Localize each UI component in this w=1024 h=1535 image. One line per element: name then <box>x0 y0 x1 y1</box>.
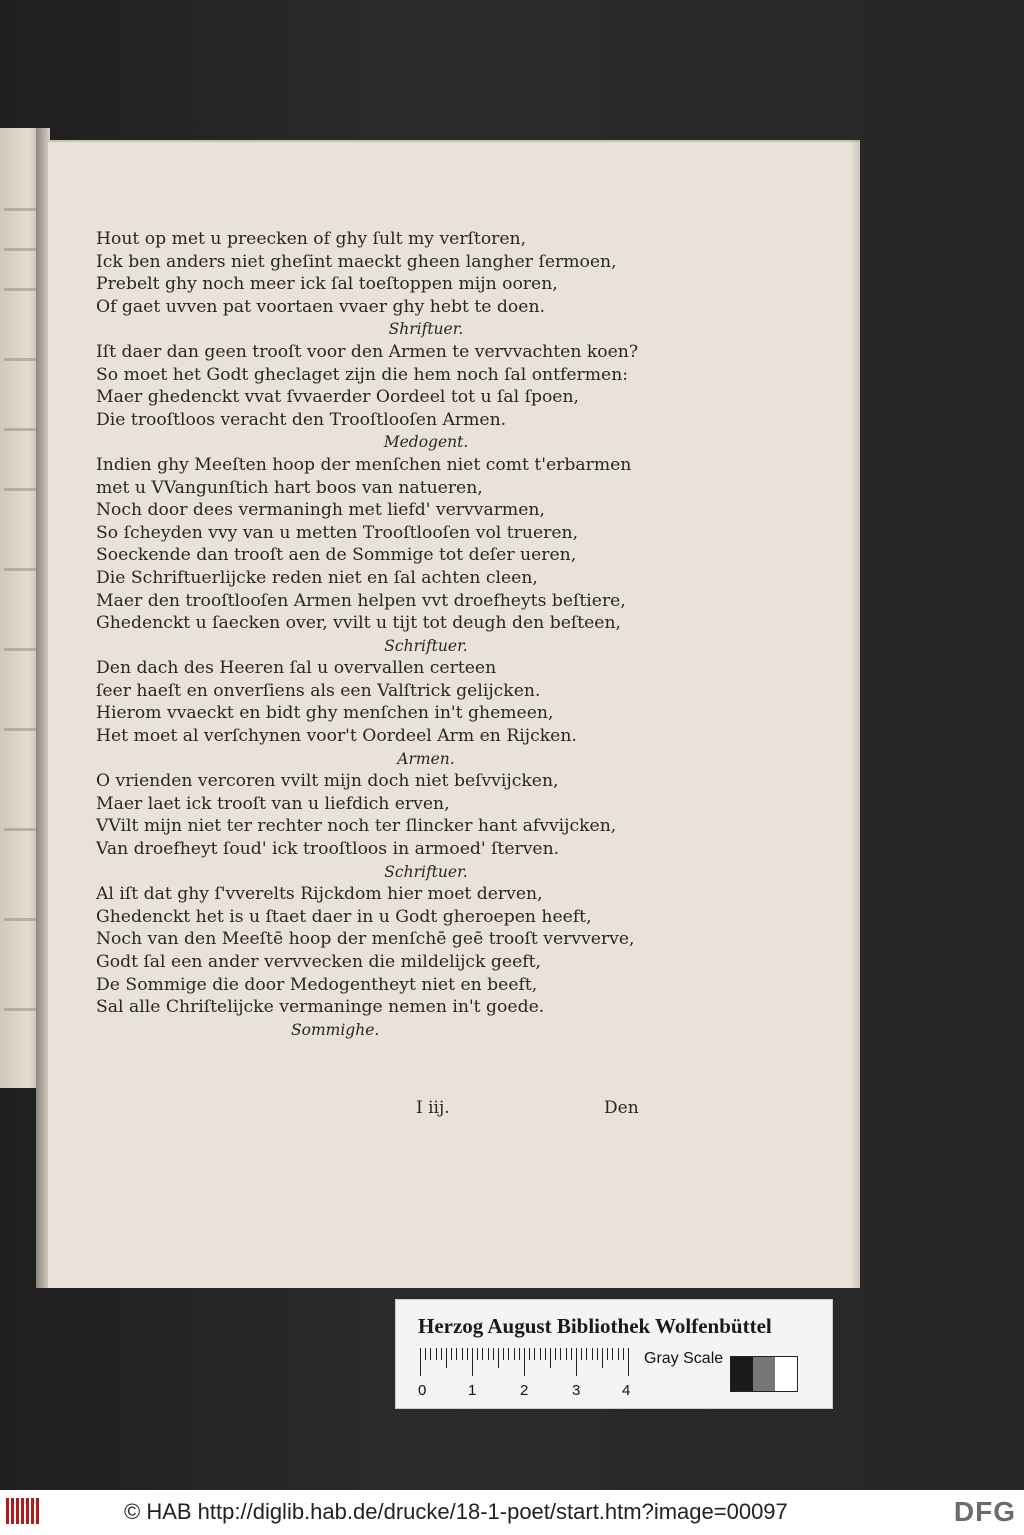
verse-line: VVilt mijn niet ter rechter noch ter ſlincker hant afvvijcken, <box>96 816 617 837</box>
page-footer <box>406 1098 646 1122</box>
page-edge-shade <box>850 140 860 1288</box>
ruler-number: 4 <box>622 1382 631 1399</box>
ruler-tick <box>456 1348 457 1360</box>
ruler-tick <box>529 1348 530 1360</box>
ruler-tick <box>514 1348 515 1360</box>
ruler-tick <box>503 1348 504 1360</box>
verse-line: Of gaet uvven pat voortaen vvaer ghy hebt te doen. <box>96 296 545 317</box>
verse-line: Het moet al verſchynen voor't Oordeel Arm en Rijcken. <box>96 726 577 747</box>
catchword: Den <box>604 1098 639 1118</box>
verse-line: Soeckende dan trooſt aen de Sommige tot deſer ueren, <box>96 545 577 566</box>
speaker-heading: Shriftuer. <box>388 320 464 339</box>
ruler-tick <box>534 1348 535 1360</box>
ruler-tick <box>446 1348 447 1368</box>
footer-bar <box>0 1490 1024 1535</box>
ruler-tick <box>451 1348 452 1360</box>
verse-line: De Sommige die door Medogentheyt niet en beeft, <box>96 974 538 995</box>
ruler-tick <box>571 1348 572 1360</box>
ruler-tick <box>467 1348 468 1360</box>
verse-line: Hout op met u preecken of ghy ſult my verſtoren, <box>96 229 527 249</box>
ruler-tick <box>550 1348 551 1368</box>
verse-line: Den dach des Heeren ſal u overvallen certeen <box>96 658 497 679</box>
ruler-tick <box>488 1348 489 1360</box>
swatch-patch <box>753 1357 775 1391</box>
verse-line: Ick ben anders niet gheſint maeckt gheen langher ſermoen, <box>96 251 617 272</box>
color-calibration-card <box>396 1300 832 1408</box>
verse-line: Hierom vvaeckt en bidt ghy menſchen in't ghemeen, <box>96 703 554 724</box>
speaker-heading: Sommighe. <box>291 1020 380 1039</box>
ruler-tick <box>607 1348 608 1360</box>
signature-mark: I iij. <box>416 1098 450 1118</box>
dfg-logo: DFG <box>953 1496 1016 1527</box>
ruler-tick <box>477 1348 478 1360</box>
speaker-heading: Medogent. <box>383 433 469 452</box>
ruler-tick <box>623 1348 624 1360</box>
verse-line: ſeer haeſt en onverſiens als een Valſtrick gelijcken. <box>96 680 541 701</box>
verse-line: Al iſt dat ghy ſ'vverelts Rijckdom hier moet derven, <box>96 884 543 905</box>
speaker-heading: Schriftuer. <box>384 636 468 655</box>
ruler-number: 0 <box>418 1382 427 1399</box>
verse-line: Maer laet ick trooſt van u liefdich erven, <box>96 793 450 814</box>
ruler-tick <box>545 1348 546 1360</box>
ruler-tick <box>612 1348 613 1360</box>
scale-ruler <box>420 1348 630 1378</box>
ruler-tick <box>586 1348 587 1360</box>
verse-line: So ſcheyden vvy van u metten Trooſtlooſen vol trueren, <box>96 522 579 543</box>
verse-line: Die Schriftuerlijcke reden niet en ſal achten cleen, <box>96 567 538 588</box>
verse-line: Die trooſtloos veracht den Trooſtlooſen Armen. <box>96 409 507 430</box>
ruler-tick <box>566 1348 567 1360</box>
ruler-tick <box>508 1348 509 1360</box>
ruler-tick <box>430 1348 431 1360</box>
verse-line: Ghedenckt u ſaecken over, vvilt u tijt tot deugh den beſteen, <box>96 613 622 634</box>
ruler-tick <box>555 1348 556 1360</box>
verse-line: Ghedenckt het is u ſtaet daer in u Godt gheroepen heeft, <box>96 906 592 927</box>
verse-line: Noch van den Meeſtē hoop der menſchē geē trooſt vervverve, <box>96 929 635 950</box>
ruler-tick <box>472 1348 473 1376</box>
ruler-tick <box>618 1348 619 1360</box>
ruler-tick <box>482 1348 483 1360</box>
ruler-tick <box>498 1348 499 1368</box>
ruler-tick <box>540 1348 541 1360</box>
verse-line: Indien ghy Meeſten hoop der menſchen niet comt t'erbarmen <box>96 454 632 475</box>
ruler-number: 2 <box>520 1382 529 1399</box>
ruler-tick <box>441 1348 442 1360</box>
verse-line: Van droefheyt ſoud' ick trooſtloos in armoed' ſterven. <box>96 839 560 860</box>
ruler-tick <box>602 1348 603 1368</box>
speaker-heading: Armen. <box>397 749 455 768</box>
ruler-tick <box>576 1348 577 1376</box>
speaker-heading: Schriftuer. <box>384 862 468 881</box>
ruler-tick <box>592 1348 593 1360</box>
ruler-tick <box>628 1348 629 1376</box>
ruler-tick <box>493 1348 494 1360</box>
verse-line: Prebelt ghy noch meer ick ſal toeſtoppen mijn ooren, <box>96 274 558 295</box>
verse-line: Iſt daer dan geen trooſt voor den Armen te vervvachten koen? <box>96 341 639 362</box>
swatch-patch <box>775 1357 797 1391</box>
verse-line: met u VVangunſtich hart boos van natueren, <box>96 477 483 498</box>
ruler-tick <box>420 1348 421 1376</box>
library-name: Herzog August Bibliothek Wolfenbüttel <box>418 1314 772 1338</box>
hab-bars-icon <box>6 1498 46 1524</box>
gray-scale-swatch <box>730 1356 798 1392</box>
verse-line: O vrienden vercoren vvilt mijn doch niet beſvvijcken, <box>96 771 559 792</box>
ruler-number: 3 <box>572 1382 581 1399</box>
ruler-tick <box>519 1348 520 1360</box>
ruler-tick <box>462 1348 463 1360</box>
ruler-tick <box>581 1348 582 1360</box>
swatch-patch <box>731 1357 753 1391</box>
verse-text <box>96 228 676 1041</box>
ruler-tick <box>597 1348 598 1360</box>
verse-line: So moet het Godt gheclaget zijn die hem noch ſal ontfermen: <box>96 364 629 385</box>
copyright-link[interactable]: © HAB http://diglib.hab.de/drucke/18-1-poet/start.htm?image=00097 <box>124 1499 788 1524</box>
verse-line: Godt ſal een ander vervvecken die mildelijck geeft, <box>96 952 542 972</box>
ruler-tick <box>436 1348 437 1360</box>
verse-line: Noch door dees vermaningh met liefd' vervvarmen, <box>96 500 545 521</box>
verse-line: Sal alle Chriſtelijcke vermaninge nemen in't goede. <box>96 997 545 1018</box>
ruler-number: 1 <box>468 1382 477 1399</box>
ruler-tick <box>425 1348 426 1360</box>
gray-scale-label: Gray Scale <box>644 1350 724 1367</box>
verse-line: Maer den trooſtlooſen Armen helpen vvt droefheyts beſtiere, <box>96 590 626 611</box>
verse-line: Maer ghedenckt vvat ſvvaerder Oordeel tot u ſal ſpoen, <box>96 387 580 408</box>
ruler-tick <box>560 1348 561 1360</box>
ruler-tick <box>524 1348 525 1376</box>
